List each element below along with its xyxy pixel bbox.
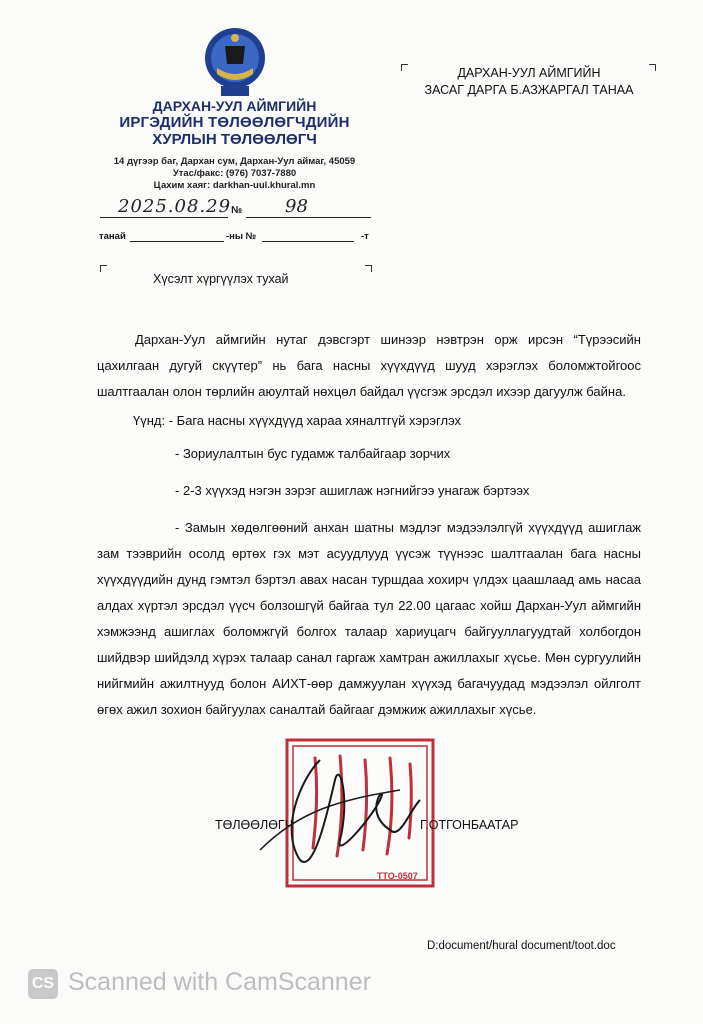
sender-org-line3: ХУРЛЫН ТӨЛӨӨЛӨГЧ — [152, 131, 317, 148]
scanner-watermark: Scanned with CamScanner — [68, 968, 371, 996]
tanai-label: танай — [99, 231, 126, 242]
signer-name: Г.ОТГОНБААТАР — [420, 818, 519, 832]
sender-address: 14 дүгээр баг, Дархан сум, Дархан-Уул аймаг, 45059 — [113, 156, 356, 167]
signer-title: ТӨЛӨӨЛӨГЧ — [215, 818, 294, 832]
letter-number: 98 — [285, 196, 308, 217]
number-label: № — [231, 205, 243, 216]
list-item: - Зориулалтын бус гудамж талбайгаар зорчих — [175, 446, 451, 461]
letter-subject: Хүсэлт хүргүүлэх тухай — [153, 272, 289, 286]
handwritten-signature — [240, 740, 430, 880]
tanai-line — [130, 241, 224, 242]
nyn-label: -ны № — [226, 231, 257, 242]
list-item: Үүнд: - Бага насны хүүхдүүд хараа хяналтгүй хэрэглэх — [133, 413, 462, 428]
stamp-code: ТТО-0507 — [377, 871, 418, 881]
recipient-line1: ДАРХАН-УУЛ АЙМГИЙН — [457, 66, 601, 80]
letter-date: 2025.08.29 — [118, 196, 232, 217]
body-paragraph: - Замын хөдөлгөөний анхан шатны мэдлэг мэдээлэлгүй хүүхдүүд ашиглаж зам тээврийн осолд өртөх гэх мэт асуудлууд үүсэж түүнээс шалтгаалан бага насны хүүхдүүдийн дунд гэмтэл бэртэл авах насан туршдаа хохирч үлдэх цаашлаад амь насаа алдах хүртэл эрсдэл үүсч болзошгүй байгаа тул 22.00 цагаас хойш Дархан-Уул аймгийн хэмжээнд ашиглах боломжгүй болгох талаар хариуцагч байгууллагуудтай холбогдон шийдвэр шийдэлд хүрэх талаар санал гаргаж хамтран ажиллахыг хүсье. Мөн сургуулийн нийгмийн ажилтнууд болон АИХТ-өөр дамжуулан хүүхэд багачуудад мэдээлэл ойлголт өгөх ажил зохион байгуулах саналтай байгааг дэмжиж ажиллахыг хүсье. — [97, 520, 641, 717]
list-item: - 2-3 хүүхэд нэгэн зэрэг ашиглаж нэгнийгээ унагаж бэртээх — [175, 483, 530, 498]
body-paragraph: Дархан-Уул аймгийн нутаг дэвсгэрт шинээр нэвтрэн орж ирсэн “Түрээсийн цахилгаан дугуй скүүтер” нь бага насны хүүхдүүд шууд хэрэглэх боломжтойгоос шалтгаалан олон төрлийн аюултай нөхцөл байдал үүсгэж эрсдэл ихээр дагуулж байна. — [97, 332, 641, 399]
corner-mark — [100, 265, 107, 272]
t-label: -т — [361, 231, 369, 242]
recipient-line2: ЗАСАГ ДАРГА Б.АЗЖАРГАЛ ТАНАА — [424, 83, 634, 97]
state-emblem-icon — [203, 24, 267, 100]
file-path: D:document/hural document/toot.doc — [427, 940, 616, 952]
number-line — [246, 217, 371, 218]
sender-org-line2: ИРГЭДИЙН ТӨЛӨӨЛӨГЧДИЙН — [119, 114, 350, 131]
date-line — [100, 217, 228, 218]
camscanner-icon: CS — [28, 969, 58, 999]
sender-email: Цахим хаяг: darkhan-uul.khural.mn — [153, 180, 316, 191]
corner-mark — [365, 265, 372, 272]
sender-phone: Утас/факс: (976) 7037-7880 — [172, 168, 297, 179]
sender-org-line1: ДАРХАН-УУЛ АЙМГИЙН — [152, 98, 317, 114]
nyn-line — [262, 241, 354, 242]
